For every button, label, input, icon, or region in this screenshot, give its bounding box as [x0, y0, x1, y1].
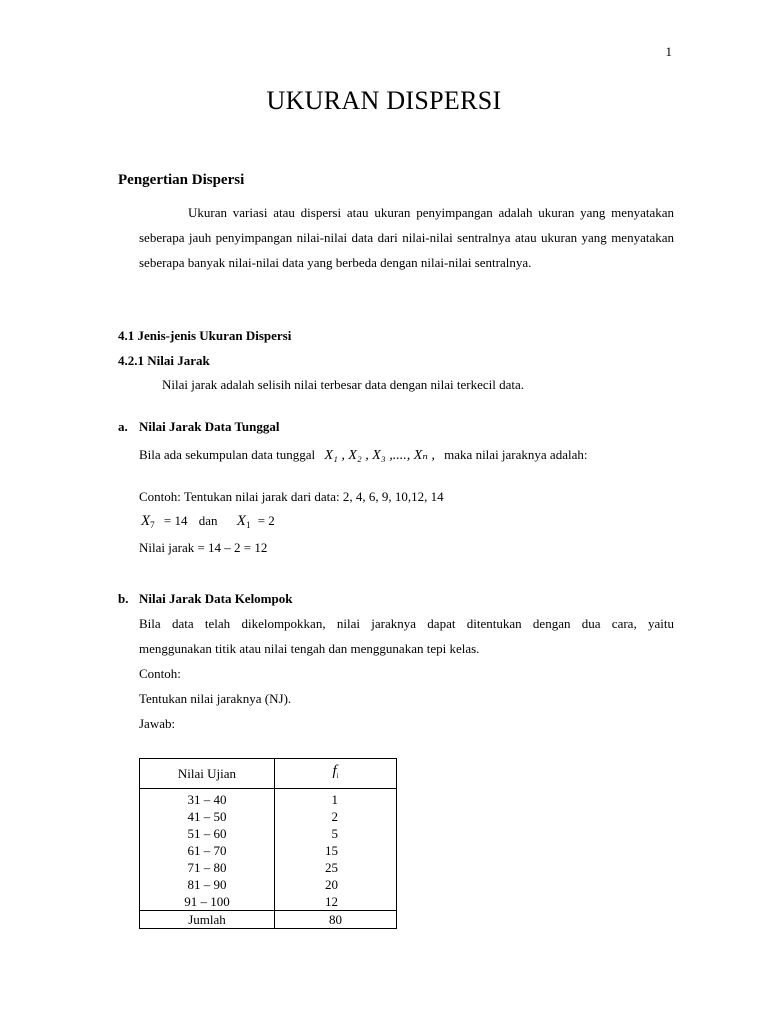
row-frequency: 25	[275, 859, 397, 876]
section-b-jawab: Jawab:	[139, 716, 176, 731]
row-range: 31 – 40	[140, 789, 275, 809]
heading-section-b: Nilai Jarak Data Kelompok	[139, 591, 293, 606]
header-f-sub: i	[336, 772, 339, 780]
paragraph-pengertian	[139, 200, 674, 275]
section-b-marker: b.	[118, 591, 129, 606]
table-row	[140, 876, 397, 893]
page-number: 1	[665, 44, 672, 59]
row-range: 41 – 50	[140, 808, 275, 825]
heading-pengertian: Pengertian Dispersi	[118, 172, 245, 188]
heading-4-2-1: 4.2.1 Nilai Jarak	[118, 353, 210, 368]
example-text: Contoh: Tentukan nilai jarak dari data: 2, 4, 6, 9, 10,12, 14	[139, 489, 444, 504]
table-row	[140, 789, 397, 809]
section-b-contoh: Contoh:	[139, 666, 181, 681]
header-frequency	[275, 759, 397, 789]
section-b-line1: Bila data telah dikelompokkan, nilai jaraknya dapat ditentukan dengan dua cara, yaitu	[139, 616, 674, 631]
row-frequency: 12	[275, 893, 397, 911]
eq-14: = 14	[163, 513, 188, 528]
row-range: 91 – 100	[140, 893, 275, 911]
total-label: Jumlah	[140, 911, 275, 929]
sub-1: 1	[245, 520, 251, 530]
range-values-line	[141, 513, 275, 530]
table-row	[140, 842, 397, 859]
section-a-intro	[139, 447, 587, 464]
frequency-table	[139, 758, 397, 929]
row-frequency: 20	[275, 876, 397, 893]
row-frequency: 1	[275, 789, 397, 809]
total-value: 80	[275, 911, 397, 929]
var-x7: X	[141, 513, 151, 529]
sequence-formula: X₁ , X₂ , X₃ ,...., Xₙ ,	[324, 448, 435, 463]
row-frequency: 5	[275, 825, 397, 842]
table-row	[140, 825, 397, 842]
intro-before: Bila ada sekumpulan data tunggal	[139, 447, 316, 462]
row-range: 81 – 90	[140, 876, 275, 893]
paragraph-pengertian-text: Ukuran variasi atau dispersi atau ukuran penyimpangan adalah ukuran yang menyatakan seberapa jauh penyimpangan nilai-nilai data dari nilai-nilai sentralnya atau ukuran yang menyatakan seberapa banyak nilai-nilai data yang berbeda dengan nilai-nilai sentralnya.	[139, 205, 674, 270]
var-x1: X	[236, 513, 246, 529]
row-frequency: 15	[275, 842, 397, 859]
page-title: UKURAN DISPERSI	[266, 86, 502, 115]
table-total-row	[140, 911, 397, 929]
header-nilai-ujian: Nilai Ujian	[140, 759, 275, 789]
row-range: 51 – 60	[140, 825, 275, 842]
table-row	[140, 808, 397, 825]
table-row	[140, 893, 397, 911]
row-range: 61 – 70	[140, 842, 275, 859]
intro-after: maka nilai jaraknya adalah:	[444, 447, 588, 462]
eq-2: = 2	[257, 513, 275, 528]
header-f-var: f	[332, 763, 337, 779]
section-b-line2: menggunakan titik atau nilai tengah dan menggunakan tepi kelas.	[139, 641, 480, 656]
row-frequency: 2	[275, 808, 397, 825]
table-header-row	[140, 759, 397, 789]
section-b-task: Tentukan nilai jaraknya (NJ).	[139, 691, 292, 706]
result-nilai-jarak: Nilai jarak = 14 – 2 = 12	[139, 540, 268, 555]
heading-4-1: 4.1 Jenis-jenis Ukuran Dispersi	[118, 328, 292, 343]
word-dan: dan	[198, 513, 218, 528]
table-row	[140, 859, 397, 876]
section-a-marker: a.	[118, 419, 128, 434]
text-nilai-jarak: Nilai jarak adalah selisih nilai terbesar data dengan nilai terkecil data.	[162, 377, 525, 392]
heading-section-a: Nilai Jarak Data Tunggal	[139, 419, 280, 434]
row-range: 71 – 80	[140, 859, 275, 876]
sub-7: 7	[150, 520, 155, 530]
